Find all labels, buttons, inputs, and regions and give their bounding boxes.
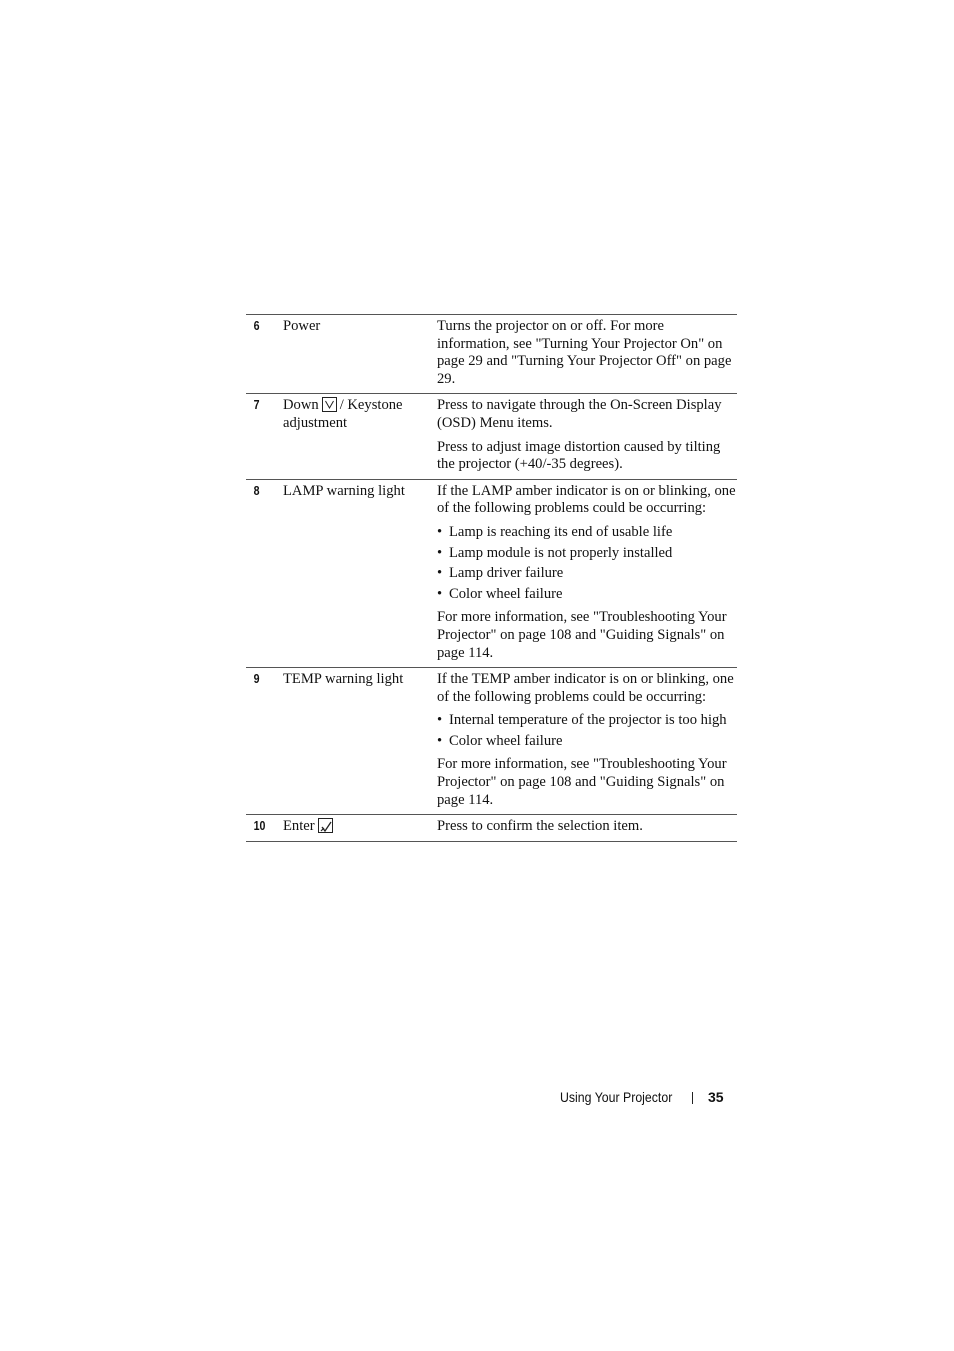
description-paragraph: Press to navigate through the On-Screen Display (OSD) Menu items.	[437, 397, 722, 431]
list-item: • Lamp is reaching its end of usable life	[437, 523, 673, 540]
list-item: • Color wheel failure	[437, 732, 563, 749]
problem-list	[437, 524, 737, 603]
list-item: • Lamp driver failure	[437, 565, 564, 582]
row-name	[283, 394, 437, 479]
page-footer	[560, 1089, 724, 1105]
description-paragraph: Press to confirm the selection item.	[437, 818, 643, 835]
table-row	[246, 315, 737, 394]
row-name	[283, 815, 437, 842]
description-paragraph: Turns the projector on or off. For more information, see "Turning Your Projector On" on page 29 and "Turning Your Projector Off" on page 29.	[437, 318, 732, 387]
list-item: • Internal temperature of the projector is too high	[437, 712, 727, 729]
row-name-suffix: / Keystone adjustment	[283, 397, 403, 431]
description-intro: If the TEMP amber indicator is on or blinking, one of the following problems could be occurring:	[437, 671, 734, 705]
table-row	[246, 479, 737, 667]
row-description	[437, 815, 737, 842]
down-arrow-key-icon	[322, 397, 337, 412]
footer-section-title: Using Your Projector	[560, 1089, 673, 1105]
list-item: • Lamp module is not properly installed	[437, 544, 673, 561]
row-description	[437, 315, 737, 394]
description-paragraph: Press to adjust image distortion caused by tilting the projector (+40/-35 degrees).	[437, 438, 721, 473]
row-number: 8	[253, 483, 260, 498]
table-row	[246, 668, 737, 815]
row-number: 7	[253, 398, 260, 413]
description-intro: If the LAMP amber indicator is on or blinking, one of the following problems could be occurring:	[437, 482, 736, 517]
button-reference-table	[246, 314, 737, 842]
description-outro: For more information, see "Troubleshooting Your Projector" on page 108 and "Guiding Signals" on page 114.	[437, 609, 727, 661]
row-name-label: Enter	[283, 818, 315, 835]
row-number: 6	[253, 319, 260, 333]
row-name-label: Down	[283, 397, 319, 414]
row-description	[437, 394, 737, 479]
row-number: 9	[253, 672, 260, 687]
row-description	[437, 668, 737, 815]
page-number: 35	[708, 1089, 724, 1105]
row-name: LAMP warning light	[283, 482, 405, 499]
description-outro: For more information, see "Troubleshooting Your Projector" on page 108 and "Guiding Signals" on page 114.	[437, 756, 727, 808]
enter-key-icon	[318, 818, 333, 833]
footer-divider	[692, 1092, 693, 1104]
problem-list	[437, 712, 737, 750]
table-row	[246, 815, 737, 842]
row-number: 10	[253, 819, 266, 834]
row-name: TEMP warning light	[283, 671, 404, 688]
row-name: Power	[283, 318, 321, 334]
table-row	[246, 394, 737, 479]
list-item: • Color wheel failure	[437, 585, 563, 602]
row-description	[437, 479, 737, 667]
